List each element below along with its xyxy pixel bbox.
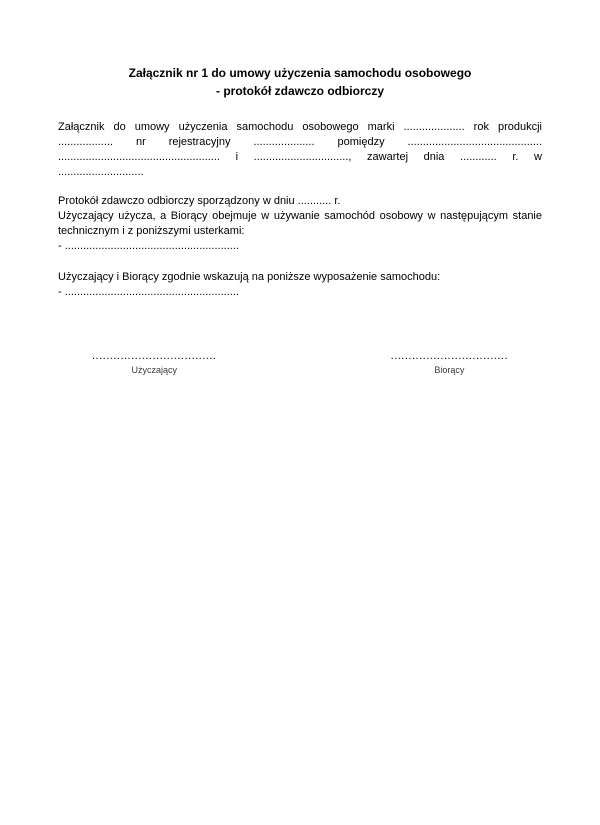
signature-right: [391, 350, 508, 377]
defects-placeholder-line: - .........................................................: [58, 240, 239, 252]
equipment-placeholder-line: - .........................................................: [58, 286, 239, 298]
signature-left: [92, 350, 216, 377]
signature-left-label: Użyczający: [131, 365, 177, 375]
protocol-date-line: Protokół zdawczo odbiorczy sporządzony w dniu ........... r.: [58, 195, 341, 207]
document-title: [58, 64, 542, 100]
signature-section: [58, 350, 542, 377]
protocol-section: [58, 194, 542, 254]
signature-left-dots: ...................................: [92, 350, 217, 362]
intro-paragraph: Załącznik do umowy użyczenia samochodu osobowego marki .................... rok produkcji .................. nr rejestracyjny .................... pomiędzy ............................................ ..................................................... i ..............................., zawartej dnia ............ r. w ............................: [58, 121, 542, 178]
signature-right-dots: .................................: [390, 350, 508, 362]
equipment-line: Użyczający i Biorący zgodnie wskazują na poniższe wyposażenie samochodu:: [58, 271, 441, 283]
equipment-section: [58, 270, 542, 300]
document-title-line1: Załącznik nr 1 do umowy użyczenia samochodu osobowego: [128, 66, 472, 80]
technical-state-line: Użyczający użycza, a Biorący obejmuje w używanie samochód osobowy w następującym stanie technicznym i z poniższymi usterkami:: [58, 210, 542, 237]
signature-right-label: Biorący: [434, 365, 465, 375]
document-title-line2: - protokół zdawczo odbiorczy: [215, 84, 384, 98]
